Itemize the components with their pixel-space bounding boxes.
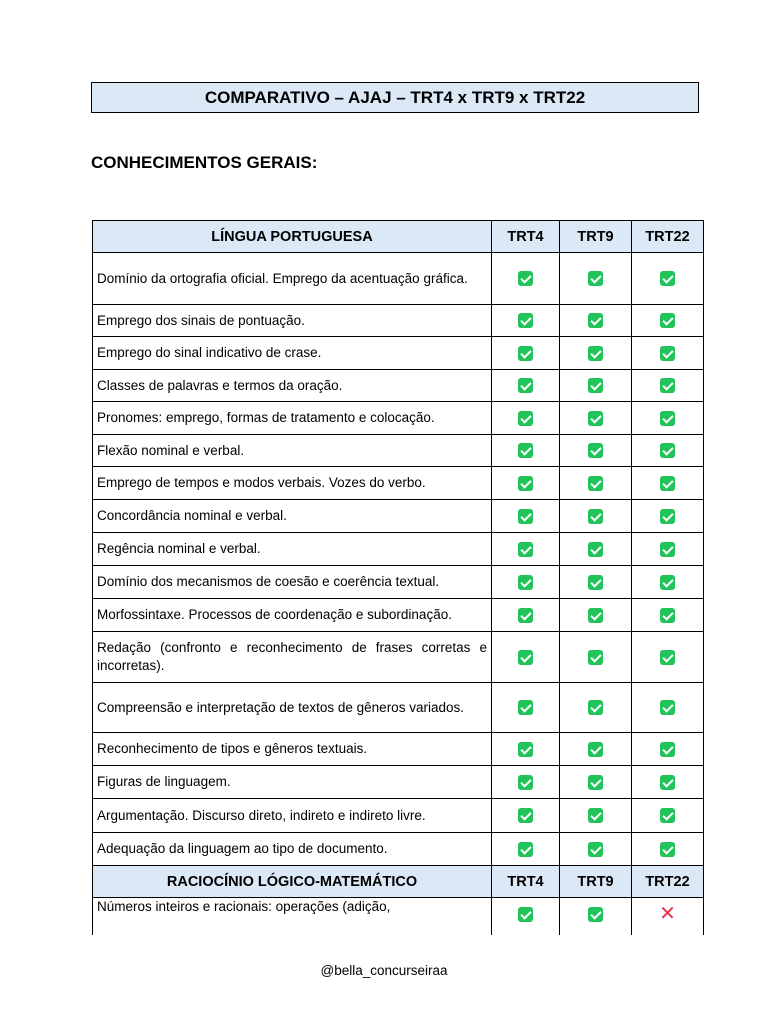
check-icon — [660, 650, 675, 665]
mark-cell-trt4 — [492, 766, 560, 799]
topic-cell: Concordância nominal e verbal. — [93, 500, 492, 533]
mark-cell-trt4 — [492, 500, 560, 533]
check-icon — [518, 650, 533, 665]
check-icon — [660, 509, 675, 524]
check-icon — [588, 509, 603, 524]
check-icon — [588, 907, 603, 922]
table-row — [93, 566, 704, 599]
check-icon — [518, 411, 533, 426]
mark-cell-trt4 — [492, 632, 560, 683]
mark-cell-trt22 — [632, 799, 704, 833]
check-icon — [588, 476, 603, 491]
column-header-trt22: TRT22 — [632, 866, 704, 898]
check-icon — [518, 575, 533, 590]
mark-cell-trt4 — [492, 435, 560, 467]
mark-cell-trt22 — [632, 337, 704, 370]
lingua-portuguesa-header: LÍNGUA PORTUGUESA — [93, 221, 492, 253]
mark-cell-trt4 — [492, 253, 560, 305]
mark-cell-trt22 — [632, 766, 704, 799]
check-icon — [660, 378, 675, 393]
mark-cell-trt9 — [560, 253, 632, 305]
check-icon — [518, 509, 533, 524]
check-icon — [518, 742, 533, 757]
check-icon — [588, 542, 603, 557]
topic-cell: Emprego de tempos e modos verbais. Vozes do verbo. — [93, 467, 492, 500]
check-icon — [588, 700, 603, 715]
table-row — [93, 435, 704, 467]
mark-cell-trt9 — [560, 305, 632, 337]
table-row — [93, 402, 704, 435]
mark-cell-trt4 — [492, 833, 560, 866]
topic-cell: Números inteiros e racionais: operações (adição, — [93, 898, 492, 936]
mark-cell-trt4 — [492, 467, 560, 500]
topic-cell: Reconhecimento de tipos e gêneros textuais. — [93, 733, 492, 766]
footer-handle: @bella_concurseiraa — [320, 963, 448, 978]
topic-cell: Pronomes: emprego, formas de tratamento e colocação. — [93, 402, 492, 435]
table-row — [93, 337, 704, 370]
mark-cell-trt9 — [560, 500, 632, 533]
check-icon — [588, 575, 603, 590]
mark-cell-trt9 — [560, 435, 632, 467]
column-header-trt22: TRT22 — [632, 221, 704, 253]
check-icon — [660, 775, 675, 790]
topic-cell: Domínio da ortografia oficial. Emprego da acentuação gráfica. — [93, 253, 492, 305]
check-icon — [660, 608, 675, 623]
mark-cell-trt22 — [632, 898, 704, 936]
check-icon — [518, 907, 533, 922]
raciocinio-logico-header-row — [93, 866, 704, 898]
mark-cell-trt4 — [492, 733, 560, 766]
check-icon — [588, 808, 603, 823]
check-icon — [588, 346, 603, 361]
mark-cell-trt22 — [632, 566, 704, 599]
table-row — [93, 733, 704, 766]
mark-cell-trt9 — [560, 898, 632, 936]
check-icon — [518, 808, 533, 823]
table-row — [93, 467, 704, 500]
table-row — [93, 370, 704, 402]
mark-cell-trt9 — [560, 733, 632, 766]
mark-cell-trt22 — [632, 833, 704, 866]
mark-cell-trt22 — [632, 683, 704, 733]
mark-cell-trt9 — [560, 799, 632, 833]
mark-cell-trt9 — [560, 766, 632, 799]
comparison-table — [92, 220, 704, 935]
mark-cell-trt9 — [560, 467, 632, 500]
check-icon — [588, 742, 603, 757]
table-row — [93, 305, 704, 337]
check-icon — [660, 808, 675, 823]
mark-cell-trt22 — [632, 305, 704, 337]
mark-cell-trt9 — [560, 683, 632, 733]
topic-cell: Figuras de linguagem. — [93, 766, 492, 799]
table-row — [93, 766, 704, 799]
check-icon — [588, 608, 603, 623]
check-icon — [588, 411, 603, 426]
check-icon — [660, 346, 675, 361]
check-icon — [660, 700, 675, 715]
check-icon — [518, 443, 533, 458]
check-icon — [518, 608, 533, 623]
mark-cell-trt4 — [492, 402, 560, 435]
mark-cell-trt22 — [632, 632, 704, 683]
check-icon — [660, 742, 675, 757]
mark-cell-trt9 — [560, 833, 632, 866]
check-icon — [518, 542, 533, 557]
table-row — [93, 683, 704, 733]
check-icon — [660, 411, 675, 426]
mark-cell-trt22 — [632, 370, 704, 402]
column-header-trt4: TRT4 — [492, 221, 560, 253]
check-icon — [518, 476, 533, 491]
check-icon — [588, 378, 603, 393]
topic-cell: Adequação da linguagem ao tipo de documento. — [93, 833, 492, 866]
mark-cell-trt4 — [492, 305, 560, 337]
cross-icon: ✕ — [659, 902, 676, 925]
topic-cell: Domínio dos mecanismos de coesão e coerência textual. — [93, 566, 492, 599]
mark-cell-trt22 — [632, 533, 704, 566]
mark-cell-trt9 — [560, 533, 632, 566]
mark-cell-trt22 — [632, 500, 704, 533]
mark-cell-trt9 — [560, 599, 632, 632]
section-heading: CONHECIMENTOS GERAIS: — [91, 153, 318, 172]
topic-cell: Argumentação. Discurso direto, indireto e indireto livre. — [93, 799, 492, 833]
mark-cell-trt9 — [560, 370, 632, 402]
mark-cell-trt4 — [492, 683, 560, 733]
check-icon — [660, 443, 675, 458]
topic-cell: Classes de palavras e termos da oração. — [93, 370, 492, 402]
check-icon — [660, 575, 675, 590]
mark-cell-trt4 — [492, 337, 560, 370]
check-icon — [588, 842, 603, 857]
topic-cell: Redação (confronto e reconhecimento de frases corretas e incorretas). — [93, 632, 492, 683]
mark-cell-trt9 — [560, 402, 632, 435]
table-row — [93, 833, 704, 866]
mark-cell-trt4 — [492, 370, 560, 402]
check-icon — [518, 842, 533, 857]
check-icon — [660, 313, 675, 328]
topic-cell: Morfossintaxe. Processos de coordenação e subordinação. — [93, 599, 492, 632]
check-icon — [518, 775, 533, 790]
mark-cell-trt22 — [632, 402, 704, 435]
check-icon — [518, 313, 533, 328]
check-icon — [518, 271, 533, 286]
check-icon — [660, 271, 675, 286]
raciocinio-logico-header: RACIOCÍNIO LÓGICO-MATEMÁTICO — [93, 866, 492, 898]
check-icon — [588, 313, 603, 328]
table-row — [93, 500, 704, 533]
table-row — [93, 799, 704, 833]
lingua-portuguesa-header-row — [93, 221, 704, 253]
table-row — [93, 599, 704, 632]
topic-cell: Flexão nominal e verbal. — [93, 435, 492, 467]
table-row — [93, 898, 704, 936]
topic-cell: Emprego dos sinais de pontuação. — [93, 305, 492, 337]
table-row — [93, 533, 704, 566]
mark-cell-trt22 — [632, 733, 704, 766]
mark-cell-trt22 — [632, 599, 704, 632]
document-title-text: COMPARATIVO – AJAJ – TRT4 x TRT9 x TRT22 — [204, 87, 586, 107]
mark-cell-trt22 — [632, 253, 704, 305]
mark-cell-trt4 — [492, 599, 560, 632]
mark-cell-trt9 — [560, 337, 632, 370]
column-header-trt9: TRT9 — [560, 221, 632, 253]
mark-cell-trt22 — [632, 467, 704, 500]
mark-cell-trt9 — [560, 566, 632, 599]
check-icon — [588, 775, 603, 790]
check-icon — [588, 443, 603, 458]
check-icon — [660, 842, 675, 857]
check-icon — [588, 650, 603, 665]
topic-cell: Emprego do sinal indicativo de crase. — [93, 337, 492, 370]
check-icon — [588, 271, 603, 286]
mark-cell-trt9 — [560, 632, 632, 683]
topic-cell: Compreensão e interpretação de textos de gêneros variados. — [93, 683, 492, 733]
table-row — [93, 253, 704, 305]
check-icon — [518, 346, 533, 361]
column-header-trt4: TRT4 — [492, 866, 560, 898]
mark-cell-trt4 — [492, 799, 560, 833]
mark-cell-trt4 — [492, 533, 560, 566]
check-icon — [660, 542, 675, 557]
mark-cell-trt22 — [632, 435, 704, 467]
check-icon — [518, 378, 533, 393]
check-icon — [660, 476, 675, 491]
mark-cell-trt4 — [492, 566, 560, 599]
mark-cell-trt4 — [492, 898, 560, 936]
check-icon — [518, 700, 533, 715]
table-row — [93, 632, 704, 683]
topic-cell: Regência nominal e verbal. — [93, 533, 492, 566]
column-header-trt9: TRT9 — [560, 866, 632, 898]
